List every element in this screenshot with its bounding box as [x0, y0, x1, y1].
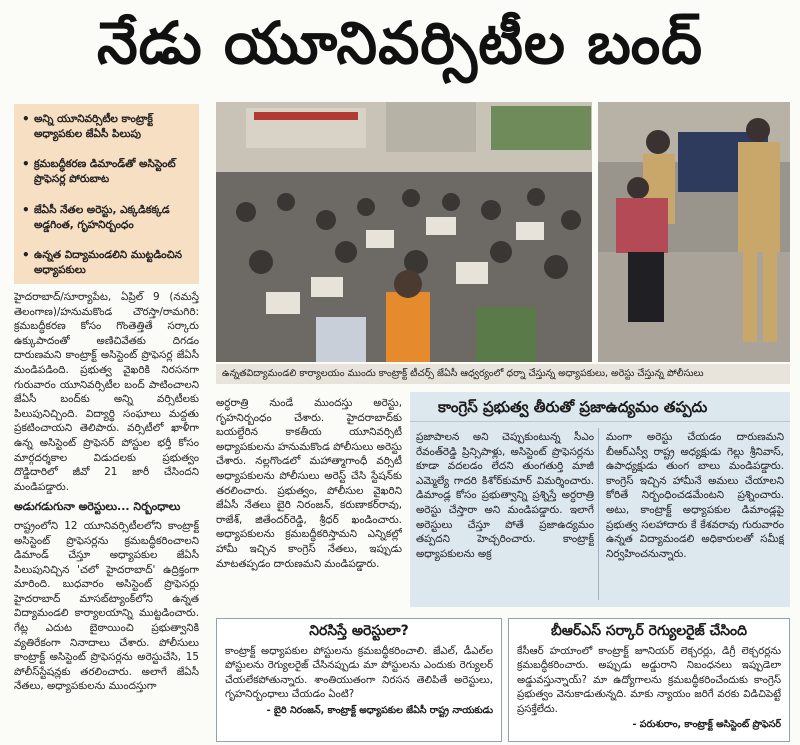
highlight-item — [22, 203, 191, 233]
highlights-box — [14, 104, 199, 284]
quote-box-right — [508, 618, 790, 742]
bullet-icon: • — [22, 112, 30, 126]
quote-signature: - బైరి నిరంజన్, కాంట్రాక్ట్ అధ్యాపకుల జేఏసీ రాష్ట్ర నాయకుడు — [266, 704, 493, 716]
highlight-item — [22, 248, 191, 278]
congress-panel — [410, 392, 790, 607]
bullet-icon: • — [22, 247, 30, 262]
body-paragraph: అర్ధరాత్రి నుండే ముందస్తు అరెస్టు, గృహనిర్బంధం చేశారు. హైదరాబాద్‌కు బయల్దేరిన కాకతీయ యూనివర్సిటీ అధ్యాపకులను హనుమకొండ పోలీసులు అరెస్టు చేశారు. నల్లగొండలో మహాత్మాగాంధీ వర్సిటీ అధ్యాపకులను పోలీసులు అరెస్ట్ చేసి స్టేషన్‌కు తరలించారు. ప్రభుత్వం, పోలీసుల వైఖరిని జేఏసీ నేతలు బైరి నిరంజన్, కరుణాకర్‌రావు, రాజేశ్, జితేందర్‌రెడ్డి, శ్రీధర్ ఖండించారు. అధ్యాపకులను క్రమబద్ధీకరిస్తామని ఎన్నికల్లో హామీ ఇచ్చిన కాంగ్రెస్ నేతలు, ఇప్పుడు మాటతప్పడం దారుణమని మండిపడ్డారు. — [216, 397, 402, 570]
bullet-icon: • — [22, 202, 30, 217]
column-divider — [598, 428, 599, 600]
left-column — [14, 290, 199, 742]
highlight-item — [22, 112, 191, 142]
quote-title: బీఆర్‌ఎస్ సర్కార్ రెగ్యులరైజ్ చేసింది — [550, 623, 748, 639]
highlight-text: అన్ని యూనివర్సిటీల కాంట్రాక్ట్ అధ్యాపకుల జేఏసీ పిలుపు — [34, 113, 153, 140]
quote-body: కేసీఆర్ హయాంలో కాంట్రాక్ట్ జూనియర్ లెక్చరర్లు, డిగ్రీ లెక్చరర్లను క్రమబద్ధీకరించారు. అప్పుడు అడ్డురాని నిబంధనలు ఇప్పుడెలా అడ్డువస్తున్నాయ్? మా ఉద్యోగాలను క్రమబద్ధీకరించేందుకు కాంగ్రెస్ ప్రభుత్వం వెనుకాడుతున్నది. మాకు న్యాయం జరిగే వరకు విడిచిపెట్టే ప్రసక్తేలేదు. — [517, 646, 781, 715]
body-paragraph: రాష్ట్రంలోని 12 యూనివర్సిటీలలోని కాంట్రాక్ట్ అసిస్టెంట్ ప్రొఫెసర్లను క్రమబద్ధీకరించాలని డిమాండ్ చేస్తూ అధ్యాపకుల జేఏసీ పిలుపునిచ్చిన 'చలో హైదరాబాద్' ఉద్రిక్తంగా మారింది. బుధవారం అసిస్టెంట్ ప్రొఫెసర్లు హైదరాబాద్ మాసబ్‌ట్యాంక్‌లోని ఉన్నత విద్యామండలి కార్యాలయాన్ని ముట్టడించారు. గేట్ల ఎదుట బైఠాయించి ప్రభుత్వానికి వ్యతిరేకంగా నినాదాలు చేశారు. పోలీసులు కాంట్రాక్ట్ అసిస్టెంట్ ప్రొఫెసర్లను అరెస్టుచేసి, 15 పోలీస్‌స్టేషన్లకు తరలించారు. అలాగే జేఏసీ నేతలు, అధ్యాపకులను ముందస్తుగా — [14, 519, 199, 693]
highlight-text: జేఏసీ నేతల అరెస్టు, ఎక్కడికక్కడ అడ్డగింత, గృహనిర్బంధం — [34, 203, 170, 231]
highlight-item — [22, 157, 191, 187]
highlight-text: క్రమబద్ధీకరణ డిమాండ్‌తో అసిస్టెంట్ ప్రొఫెసర్ల పోరుబాట — [34, 158, 176, 186]
photo-caption: ఉన్నతవిద్యామండలి కార్యాలయం ముందు కాంట్రాక్ట్ టీచర్స్ జేఏసీ ఆధ్వర్యంలో ధర్నా చేస్తున్న అధ్యాపకులు, అరెస్టు చేస్తున్న పోలీసులు — [216, 364, 790, 384]
subheading: అడుగడుగునా అరెస్టులు... నిర్బంధాలు — [14, 500, 181, 514]
quote-signature: - పరుశురాం, కాంట్రాక్ట్ అసిస్టెంట్ ప్రొఫెసర్ — [632, 719, 781, 731]
highlight-text: ఉన్నత విద్యామండలిని ముట్టడించిన అధ్యాపకులు — [34, 248, 183, 276]
quote-body: కాంట్రాక్ట్ అధ్యాపకుల పోస్టులను క్రమబద్ధీకరించాలి. జేఎల్, డీఎల్‌ల పోస్టులను రెగ్యులరైజ్ చేసినప్పుడు మా పోస్టులను ఎందుకు రెగ్యులర్ చేయలేకపోతున్నారు. శాంతియుతంగా నిరసన తెలిపితే అరెస్టులు, గృహనిర్బంధాలు చేయడం ఏంటి? — [225, 646, 493, 701]
arrest-photo — [598, 102, 790, 362]
quote-title: నిరసిస్తే అరెస్టులా? — [309, 623, 409, 639]
quote-box-left — [216, 618, 502, 742]
congress-panel-title: కాంగ్రెస్ ప్రభుత్వ తీరుతో ప్రజాఉద్యమం తప్పదు — [410, 392, 790, 422]
body-paragraph: హైదరాబాద్/సూర్యాపేట, ఏప్రిల్ 9 (నమస్తే తెలంగాణ)/హనుమకొండ చౌరస్తా/రామగిరి: క్రమబద్ధీకరణ కోసం గొంతెత్తితే సర్కారు ఉక్కుపాదంతో అణిచివేతకు దిగడం దారుణమని కాంట్రాక్ట్ అసిస్టెంట్ ప్రొఫెసర్ల జేఏసీ మండిపడింది. ప్రభుత్వ వైఖరికి నిరసనగా గురువారం యూనివర్సిటీల బంద్ పాటించాలని జేఏసీ బంద్‌కు అన్ని వర్సిటీలకు పిలుపునిచ్చింది. విద్యార్థి సంఘాలు మద్దతు ప్రకటించాయని తెలిపారు. వర్సిటీలో ఖాళీగా ఉన్న అసిస్టెంట్ ప్రొఫెసర్ పోస్టుల భర్తీ కోసం మార్గదర్శకాల విడుదలకు ప్రభుత్వం దొడ్డిదారిలో జీవో 21 జారీ చేసిందని మండిపడ్డారు. — [14, 291, 199, 493]
middle-column — [216, 396, 402, 606]
bullet-icon: • — [22, 157, 30, 172]
protest-photo — [216, 102, 592, 362]
congress-col-2: మంగా అరెస్టు చేయడం దారుణమని బీఆర్‌ఎస్వీ రాష్ట్ర అధ్యక్షుడు గెల్లు శ్రీనివాస్, ఉపాధ్యక్షుడు తుంగ బాలు మండిపడ్డారు. కాంగ్రెస్ ఇచ్చిన హామీనే అమలు చేయాలని కోరితే నిర్బంధించడమేంటని ప్రశ్నించారు. అటు, కాంట్రాక్ట్ అధ్యాపకుల డిమాండ్లపై ప్రభుత్వ సలహాదారు కే కేశవరావు గురువారం ఉన్నత విద్యామండలి అధికారులతో సమీక్ష నిర్వహించనున్నారు. — [606, 431, 784, 560]
congress-col-1: ప్రజాపాలన అని చెప్పుకుంటున్న సీఎం రేవంత్‌రెడ్డి ప్రిన్సిపాళ్లు, అసిస్టెంట్ ప్రొఫెసర్లను కూడా వదలడం లేదని తుంగతుర్తి మాజీ ఎమ్మెల్యే గాదరి కిశోర్‌కుమార్ విమర్శించారు. డిమాండ్ల కోసం ప్రభుత్వాన్ని ప్రశ్నిస్తే అర్ధరాత్రి అరెస్టు చేస్తారా అని మండిపడ్డారు. ఇలాగే అరెస్టులు చేస్తూ పోతే ప్రజాఉద్యమం తప్పదని హెచ్చరించారు. కాంట్రాక్ట్ అధ్యాపకులను అక్ర — [416, 431, 594, 560]
headline: నేడు యూనివర్సిటీల బంద్ — [96, 8, 704, 77]
